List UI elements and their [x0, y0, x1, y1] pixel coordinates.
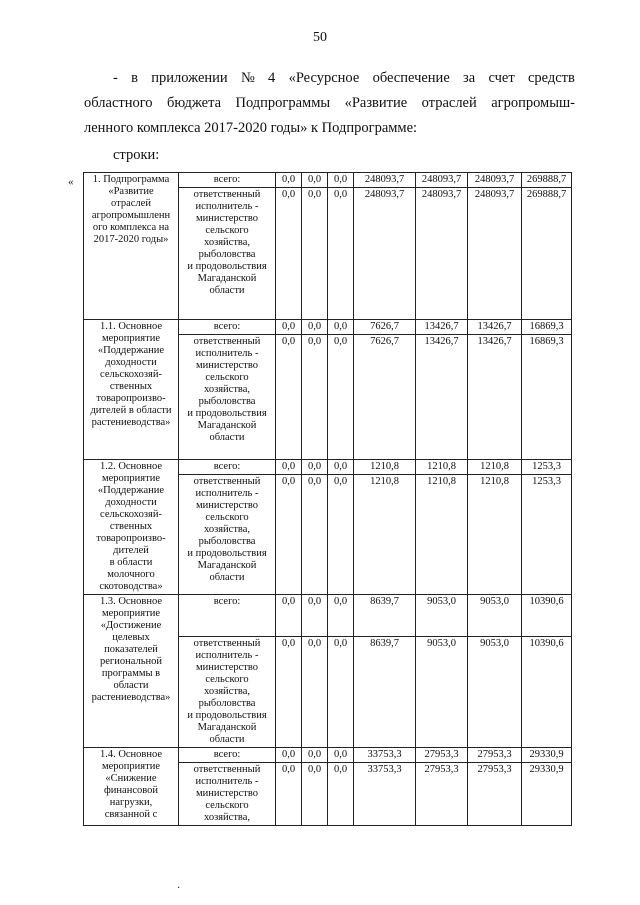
- program-name-line: растениеводства»: [91, 692, 171, 703]
- total-value-cell: 16869,3: [522, 320, 572, 335]
- page-number: 50: [313, 30, 327, 45]
- responsible-value-cell: 33753,3: [354, 763, 416, 826]
- responsible-label-line: сельского: [205, 674, 249, 685]
- responsible-value-cell: 0,0: [302, 637, 328, 748]
- total-value-cell: 248093,7: [468, 173, 522, 188]
- program-name-line: агропромышленн: [91, 210, 171, 221]
- total-value-cell: 0,0: [328, 320, 354, 335]
- program-name-line: дителей: [113, 545, 149, 556]
- responsible-label-line: министерство: [195, 500, 259, 512]
- responsible-value-cell: 248093,7: [416, 188, 468, 320]
- program-name-line: региональной: [100, 656, 162, 667]
- program-name-line: скотоводства»: [99, 581, 163, 592]
- total-value-cell: 0,0: [302, 173, 328, 188]
- program-name-line: мероприятие: [102, 761, 160, 772]
- intro-line-1: [113, 70, 575, 87]
- responsible-label-line: ответственный: [193, 189, 261, 200]
- total-value-cell: 1253,3: [522, 460, 572, 475]
- program-name-cell: [84, 748, 179, 826]
- responsible-value-cell: 0,0: [302, 475, 328, 595]
- total-label-cell: всего:: [179, 173, 276, 188]
- total-value-cell: 7626,7: [354, 320, 416, 335]
- program-name-line: ственных: [109, 381, 153, 392]
- responsible-value-cell: 0,0: [328, 188, 354, 320]
- total-value-cell: 0,0: [302, 595, 328, 637]
- responsible-value-cell: 29330,9: [522, 763, 572, 826]
- responsible-value-cell: 248093,7: [354, 188, 416, 320]
- program-name-line: 1.1. Основное: [99, 321, 163, 332]
- total-value-cell: 9053,0: [416, 595, 468, 637]
- responsible-label-line: ответственный: [193, 764, 261, 775]
- responsible-value-cell: 0,0: [328, 475, 354, 595]
- intro-word: агропромыш-: [491, 95, 575, 111]
- program-name-line: 1.2. Основное: [99, 461, 163, 472]
- responsible-label-cell: [179, 475, 276, 595]
- responsible-value-cell: 0,0: [276, 335, 302, 460]
- responsible-label-line: хозяйства,: [203, 812, 251, 823]
- intro-word: Подпрограммы: [235, 95, 331, 111]
- program-name-line: 1. Подпрограмма: [92, 174, 170, 185]
- responsible-value-cell: 27953,3: [416, 763, 468, 826]
- responsible-value-cell: 16869,3: [522, 335, 572, 460]
- program-name-cell: [84, 460, 179, 595]
- responsible-value-cell: 0,0: [328, 637, 354, 748]
- responsible-label-line: министерство: [195, 788, 259, 799]
- total-value-cell: 1210,8: [468, 460, 522, 475]
- total-value-cell: 1210,8: [416, 460, 468, 475]
- program-name-line: мероприятие: [102, 333, 160, 344]
- program-name-cell: [84, 173, 179, 320]
- program-name-line: молочного: [107, 569, 155, 580]
- responsible-label-line: ответственный: [193, 476, 261, 488]
- responsible-label-line: рыболовства: [198, 249, 256, 260]
- table-row-total: [84, 748, 572, 763]
- responsible-label-line: Магаданской: [197, 560, 257, 572]
- program-name-line: сельскохозяй-: [100, 369, 162, 380]
- responsible-value-cell: 0,0: [276, 188, 302, 320]
- responsible-label-line: рыболовства: [198, 396, 256, 407]
- responsible-value-cell: 269888,7: [522, 188, 572, 320]
- program-name-cell: [84, 320, 179, 460]
- total-value-cell: 1210,8: [354, 460, 416, 475]
- responsible-label-line: рыболовства: [198, 536, 256, 548]
- total-value-cell: 248093,7: [416, 173, 468, 188]
- total-value-cell: 0,0: [276, 173, 302, 188]
- program-name-line: отраслей: [111, 198, 151, 209]
- program-name-line: доходности: [105, 497, 157, 508]
- program-name-line: 1.4. Основное: [99, 749, 163, 760]
- program-name-line: области: [113, 680, 149, 691]
- responsible-label-cell: [179, 188, 276, 320]
- total-value-cell: 248093,7: [354, 173, 416, 188]
- total-value-cell: 29330,9: [522, 748, 572, 763]
- intro-word: за: [463, 70, 476, 86]
- responsible-value-cell: 9053,0: [468, 637, 522, 748]
- total-value-cell: 0,0: [302, 320, 328, 335]
- responsible-label-line: министерство: [195, 213, 259, 224]
- responsible-value-cell: 0,0: [276, 763, 302, 826]
- responsible-label-cell: [179, 335, 276, 460]
- responsible-label-line: сельского: [205, 225, 249, 236]
- program-name-line: 2017-2020 годы»: [93, 234, 169, 245]
- program-name-line: сельскохозяй-: [100, 509, 162, 520]
- total-value-cell: 0,0: [276, 320, 302, 335]
- program-name-line: ого комплекса на: [92, 222, 170, 233]
- responsible-label-line: исполнитель -: [195, 650, 259, 661]
- program-name-line: показателей: [104, 644, 158, 655]
- responsible-label-line: ответственный: [193, 336, 261, 347]
- responsible-label-line: и продовольствия: [187, 710, 267, 721]
- responsible-value-cell: 248093,7: [468, 188, 522, 320]
- program-name-line: мероприятие: [102, 608, 160, 619]
- total-label-cell: всего:: [179, 748, 276, 763]
- intro-word: обеспечение: [372, 70, 450, 86]
- responsible-value-cell: 0,0: [328, 763, 354, 826]
- responsible-label-line: министерство: [195, 360, 259, 371]
- total-value-cell: 0,0: [276, 460, 302, 475]
- total-value-cell: 0,0: [328, 460, 354, 475]
- total-value-cell: 13426,7: [468, 320, 522, 335]
- responsible-label-line: хозяйства,: [203, 237, 251, 248]
- responsible-label-line: сельского: [205, 372, 249, 383]
- total-label-cell: всего:: [179, 595, 276, 637]
- total-value-cell: 269888,7: [522, 173, 572, 188]
- responsible-value-cell: 10390,6: [522, 637, 572, 748]
- total-value-cell: 33753,3: [354, 748, 416, 763]
- responsible-label-line: сельского: [205, 800, 249, 811]
- intro-line-2: [84, 95, 575, 112]
- program-name-line: растениеводства»: [91, 417, 171, 428]
- intro-word: в: [131, 70, 138, 86]
- responsible-label-line: и продовольствия: [187, 408, 267, 419]
- program-name-line: «Снижение: [105, 773, 157, 784]
- responsible-value-cell: 0,0: [328, 335, 354, 460]
- intro-word: «Развитие: [344, 95, 408, 111]
- program-name-line: целевых: [112, 632, 150, 643]
- total-value-cell: 0,0: [276, 748, 302, 763]
- responsible-label-line: области: [209, 734, 245, 745]
- intro-word: приложении: [151, 70, 228, 86]
- intro-word: областного: [84, 95, 153, 111]
- responsible-label-line: ответственный: [193, 638, 261, 649]
- responsible-label-line: области: [209, 432, 245, 443]
- program-name-line: товаропроизво-: [96, 393, 166, 404]
- responsible-value-cell: 0,0: [302, 763, 328, 826]
- responsible-label-line: исполнитель -: [195, 488, 259, 500]
- total-value-cell: 0,0: [276, 595, 302, 637]
- program-name-line: товаропроизво-: [96, 533, 166, 544]
- open-quote-mark: «: [68, 176, 74, 188]
- intro-word: -: [113, 70, 118, 86]
- table-row-total: [84, 173, 572, 188]
- responsible-label-line: сельского: [205, 512, 249, 524]
- table-row-total: [84, 595, 572, 637]
- program-name-line: «Достижение: [100, 620, 162, 631]
- responsible-label-line: области: [209, 572, 245, 584]
- program-name-line: «Поддержание: [97, 485, 165, 496]
- total-value-cell: 0,0: [302, 748, 328, 763]
- program-name-line: программы в: [101, 668, 161, 679]
- responsible-value-cell: 13426,7: [416, 335, 468, 460]
- responsible-label-cell: [179, 637, 276, 748]
- responsible-label-line: хозяйства,: [203, 686, 251, 697]
- total-value-cell: 0,0: [328, 748, 354, 763]
- total-value-cell: 27953,3: [416, 748, 468, 763]
- total-value-cell: 0,0: [328, 173, 354, 188]
- total-value-cell: 0,0: [302, 460, 328, 475]
- total-value-cell: 9053,0: [468, 595, 522, 637]
- responsible-label-line: исполнитель -: [195, 201, 259, 212]
- program-name-line: связанной с: [104, 809, 158, 820]
- responsible-value-cell: 0,0: [276, 637, 302, 748]
- resource-table: [83, 172, 572, 826]
- program-name-cell: [84, 595, 179, 748]
- margin-mark: ·: [177, 883, 181, 894]
- total-value-cell: 8639,7: [354, 595, 416, 637]
- total-value-cell: 0,0: [328, 595, 354, 637]
- intro-word: счет: [488, 70, 515, 86]
- program-name-line: ственных: [109, 521, 153, 532]
- responsible-label-cell: [179, 763, 276, 826]
- intro-word: №: [240, 70, 255, 86]
- responsible-label-line: и продовольствия: [187, 261, 267, 272]
- program-name-line: финансовой: [104, 785, 158, 796]
- responsible-label-line: Магаданской: [197, 722, 257, 733]
- responsible-value-cell: 1210,8: [354, 475, 416, 595]
- program-name-line: «Развитие: [108, 186, 154, 197]
- responsible-value-cell: 1210,8: [416, 475, 468, 595]
- responsible-value-cell: 8639,7: [354, 637, 416, 748]
- responsible-value-cell: 1210,8: [468, 475, 522, 595]
- responsible-value-cell: 0,0: [302, 188, 328, 320]
- program-name-line: «Поддержание: [97, 345, 165, 356]
- responsible-label-line: исполнитель -: [195, 348, 259, 359]
- total-label-cell: всего:: [179, 460, 276, 475]
- responsible-label-line: хозяйства,: [203, 384, 251, 395]
- responsible-value-cell: 7626,7: [354, 335, 416, 460]
- program-name-line: нагрузки,: [109, 797, 153, 808]
- responsible-label-line: министерство: [195, 662, 259, 673]
- table-row-total: [84, 320, 572, 335]
- intro-word: «Ресурсное: [288, 70, 360, 86]
- program-name-line: 1.3. Основное: [99, 596, 163, 607]
- responsible-label-line: рыболовства: [198, 698, 256, 709]
- responsible-value-cell: 27953,3: [468, 763, 522, 826]
- intro-word: 4: [268, 70, 276, 86]
- intro-word: средств: [527, 70, 575, 86]
- responsible-label-line: исполнитель -: [195, 776, 259, 787]
- total-value-cell: 13426,7: [416, 320, 468, 335]
- responsible-label-line: Магаданской: [197, 420, 257, 431]
- responsible-value-cell: 0,0: [276, 475, 302, 595]
- intro-word: бюджета: [166, 95, 222, 111]
- responsible-value-cell: 0,0: [302, 335, 328, 460]
- total-value-cell: 10390,6: [522, 595, 572, 637]
- program-name-line: дителей в области: [90, 405, 172, 416]
- intro-word: отраслей: [421, 95, 477, 111]
- program-name-line: мероприятие: [102, 473, 160, 484]
- rows-label: строки:: [113, 147, 160, 163]
- table-row-total: [84, 460, 572, 475]
- responsible-label-line: и продовольствия: [187, 548, 267, 560]
- total-label-cell: всего:: [179, 320, 276, 335]
- program-name-line: в области: [109, 557, 153, 568]
- responsible-label-line: области: [209, 285, 245, 296]
- total-value-cell: 27953,3: [468, 748, 522, 763]
- responsible-value-cell: 1253,3: [522, 475, 572, 595]
- responsible-value-cell: 9053,0: [416, 637, 468, 748]
- program-name-line: доходности: [105, 357, 157, 368]
- intro-line-3: ленного комплекса 2017-2020 годы» к Подпрограмме:: [84, 120, 418, 136]
- responsible-label-line: Магаданской: [197, 273, 257, 284]
- responsible-value-cell: 13426,7: [468, 335, 522, 460]
- responsible-label-line: хозяйства,: [203, 524, 251, 536]
